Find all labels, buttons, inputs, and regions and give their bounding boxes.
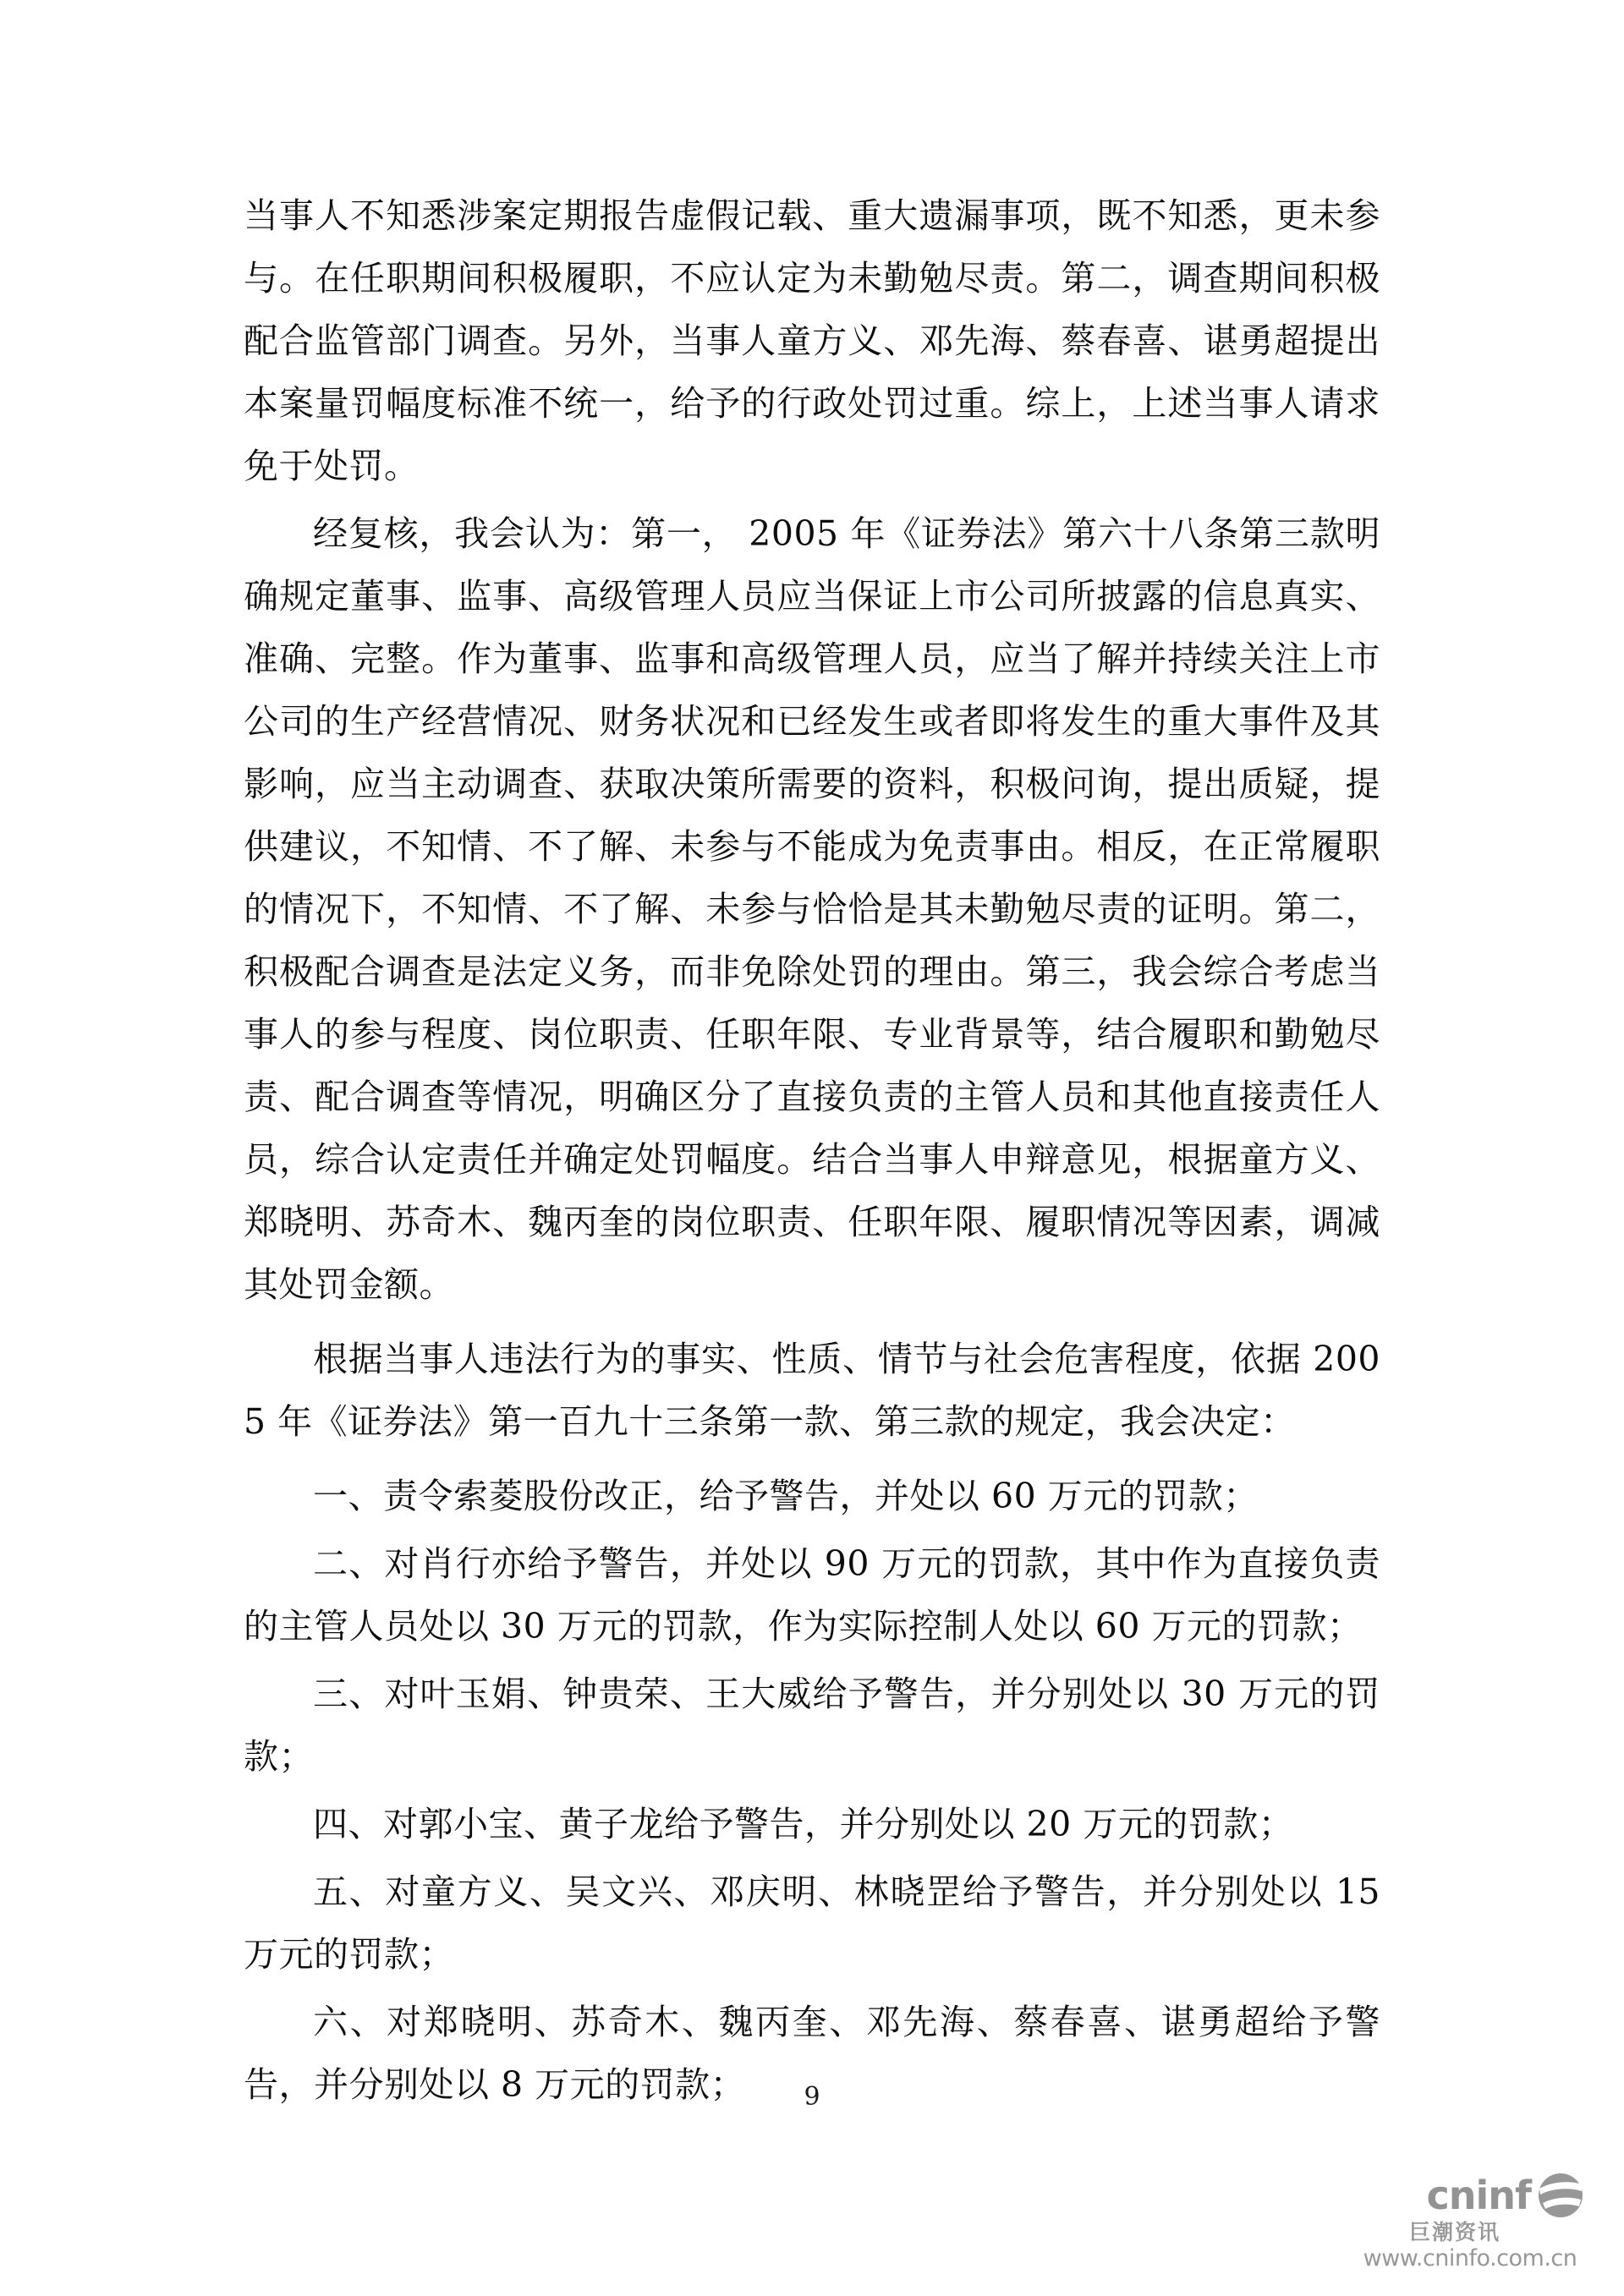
- paragraph-legal-basis: 根据当事人违法行为的事实、性质、情节与社会危害程度，依据 2005 年《证券法》第一百九十三条第一款、第三款的规定，我会决定：: [244, 1339, 1380, 1442]
- logo-chinese-text: 巨潮资讯: [1408, 2220, 1501, 2244]
- document-body: [244, 184, 1380, 2116]
- logo-wordmark-row: [1357, 2171, 1583, 2220]
- logo-url-text: www.cninfo.com.cn: [1363, 2245, 1577, 2271]
- globe-swoosh-icon: [1538, 2173, 1583, 2218]
- page-number: 9: [804, 2082, 820, 2112]
- logo-wordmark-text: cninf: [1426, 2173, 1531, 2218]
- decision-item-2: 二、对肖行亦给予警告，并处以 90 万元的罚款，其中作为直接负责的主管人员处以 30 万元的罚款，作为实际控制人处以 60 万元的罚款；: [244, 1543, 1380, 1647]
- cninfo-logo: [1357, 2171, 1583, 2276]
- paragraph-review-opinion: 经复核，我会认为：第一， 2005 年《证券法》第六十八条第三款明确规定董事、监事、高级管理人员应当保证上市公司所披露的信息真实、准确、完整。作为董事、监事和高级管理人员，应当了解并持续关注上市公司的生产经营情况、财务状况和已经发生或者即将发生的重大事件及其影响，应当主动调查、获取决策所需要的资料，积极问询，提出质疑，提供建议，不知情、不了解、未参与不能成为免责事由。相反，在正常履职的情况下，不知情、不了解、未参与恰恰是其未勤勉尽责的证明。第二，积极配合调查是法定义务，而非免除处罚的理由。第三，我会综合考虑当事人的参与程度、岗位职责、任职年限、专业背景等，结合履职和勤勉尽责、配合调查等情况，明确区分了直接负责的主管人员和其他直接责任人员，综合认定责任并确定处罚幅度。结合当事人申辩意见，根据童方义、郑晓明、苏奇木、魏丙奎的岗位职责、任职年限、履职情况等因素，调减其处罚金额。: [244, 513, 1380, 1305]
- decision-item-5: 五、对童方义、吴文兴、邓庆明、林晓罡给予警告，并分别处以 15 万元的罚款；: [244, 1871, 1380, 1975]
- decision-item-1: 一、责令索菱股份改正，给予警告，并处以 60 万元的罚款；: [313, 1476, 1259, 1516]
- decision-item-4: 四、对郭小宝、黄子龙给予警告，并分别处以 20 万元的罚款；: [313, 1804, 1294, 1844]
- decision-item-6: 六、对郑晓明、苏奇木、魏丙奎、邓先海、蔡春喜、谌勇超给予警告，并分别处以 8 万元的罚款；: [244, 2002, 1380, 2105]
- paragraph-defense-summary: 当事人不知悉涉案定期报告虚假记载、重大遗漏事项，既不知悉，更未参与。在任职期间积极履职，不应认定为未勤勉尽责。第二，调查期间积极配合监管部门调查。另外，当事人童方义、邓先海、蔡春喜、谌勇超提出本案量罚幅度标准不统一，给予的行政处罚过重。综上，上述当事人请求免于处罚。: [244, 195, 1380, 486]
- decision-item-3: 三、对叶玉娟、钟贵荣、王大威给予警告，并分别处以 30 万元的罚款；: [244, 1674, 1380, 1777]
